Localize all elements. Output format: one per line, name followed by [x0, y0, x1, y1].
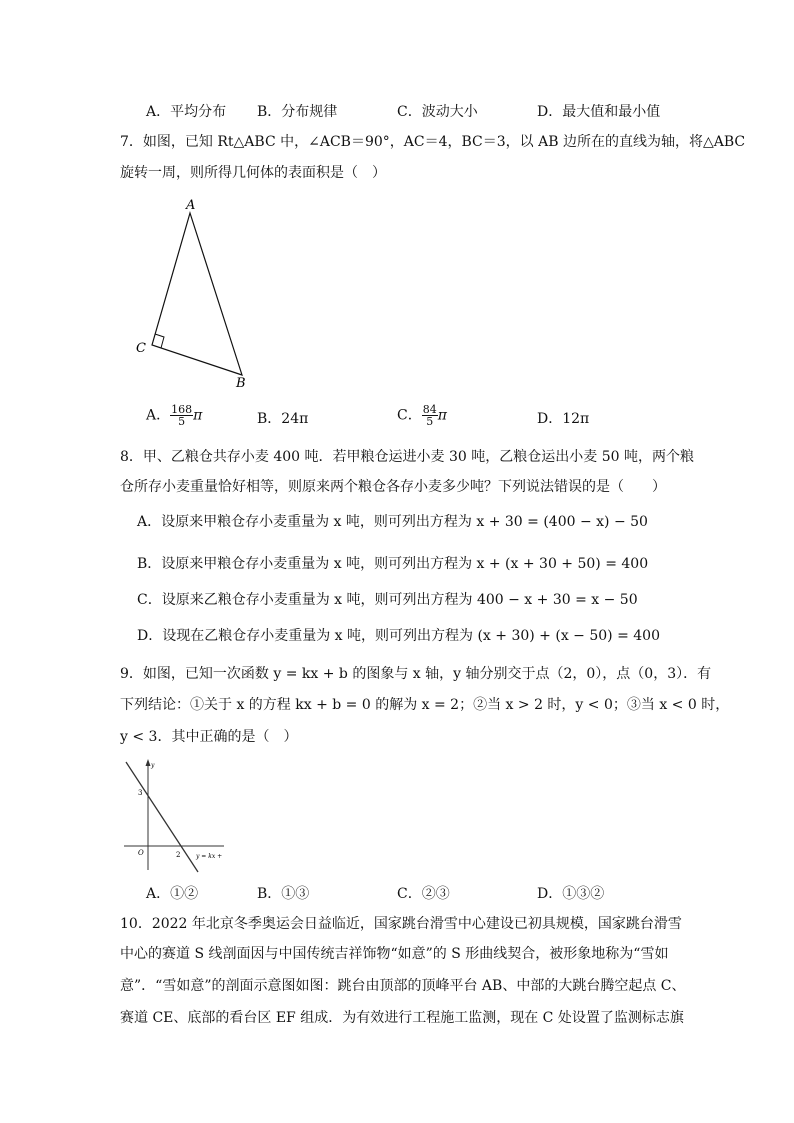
q7-triangle-figure [130, 195, 260, 395]
q9-stem-line2: 下列结论：①关于 x 的方程 kx + b = 0 的解为 x = 2；②当 x > 2 时，y < 0；③当 x < 0 时， [120, 697, 730, 713]
q10-stem-line2: 中心的赛道 S 线剖面因与中国传统吉祥饰物“如意”的 S 形曲线契合，被形象地称为“雪如 [120, 946, 669, 962]
q7-option-d: D．12π [537, 411, 590, 427]
q8-stem-line1: 8．甲、乙粮仓共存小麦 400 吨．若甲粮仓运进小麦 30 吨，乙粮仓运出小麦 50 吨，两个粮 [120, 449, 694, 465]
q10-stem-line1: 10．2022 年北京冬季奥运会日益临近，国家跳台滑雪中心建设已初具规模，国家跳台滑雪 [120, 916, 682, 932]
q9-option-b: B．①③ [257, 886, 310, 902]
q8-option-b: B．设原来甲粮仓存小麦重量为 x 吨，则可列出方程为 x + (x + 30 + 50) = 400 [137, 556, 649, 572]
q9-option-c: C．②③ [397, 886, 450, 902]
q6-option-a: A．平均分布 [146, 104, 227, 120]
triangle-abc [152, 213, 242, 375]
q9-stem-line1: 9．如图，已知一次函数 y = kx + b 的图象与 x 轴，y 轴分别交于点（2，0），点（0，3）．有 [120, 666, 712, 682]
q6-option-d: D．最大值和最小值 [537, 104, 661, 120]
label-a: A [186, 198, 196, 213]
q8-stem-line2: 仓所存小麦重量恰好相等，则原来两个粮仓各存小麦多少吨？下列说法错误的是（ ） [120, 479, 666, 495]
line-label: y = kx + [196, 853, 223, 860]
q7-option-c: C． $\frac{84}{5}$ π [397, 403, 447, 428]
q8-option-d: D．设现在乙粮仓存小麦重量为 x 吨，则可列出方程为 (x + 30) + (x − 50) = 400 [137, 628, 660, 644]
q10-stem-line4: 赛道 CE、底部的看台区 EF 组成．为有效进行工程施工监测，现在 C 处设置了监测标志旗 [120, 1010, 684, 1026]
q6-option-c: C．波动大小 [397, 104, 478, 120]
q9-option-a: A．①② [146, 886, 199, 902]
q7-option-b: B．24π [257, 411, 309, 427]
q6-option-b: B．分布规律 [257, 104, 338, 120]
label-b: B [236, 376, 246, 391]
tick-2: 2 [176, 851, 181, 859]
label-c: C [136, 341, 146, 356]
q8-option-c: C．设原来乙粮仓存小麦重量为 x 吨，则可列出方程为 400 − x + 30 = x − 50 [137, 592, 638, 608]
q9-stem-line3: y < 3．其中正确的是（ ） [120, 729, 298, 745]
q7-stem-line1: 7．如图，已知 Rt△ABC 中，∠ACB＝90°，AC＝4，BC＝3，以 AB 边所在的直线为轴，将△ABC [120, 134, 746, 150]
q7-option-a: A． $\frac{168}{5}$ π [146, 403, 203, 428]
q9-linear-function-graph [120, 758, 230, 873]
tick-3: 3 [138, 789, 143, 797]
origin-label: O [138, 849, 144, 857]
q7-stem-line2: 旋转一周，则所得几何体的表面积是（ ） [120, 165, 386, 181]
q10-stem-line3: 意”．“雪如意”的剖面示意图如图：跳台由顶部的顶峰平台 AB、中部的大跳台腾空起点 C、 [120, 978, 686, 994]
y-axis-label: y [151, 762, 155, 769]
y-axis-arrow [146, 759, 151, 766]
function-line [126, 762, 198, 872]
q8-option-a: A．设原来甲粮仓存小麦重量为 x 吨，则可列出方程为 x + 30 = (400 − x) − 50 [137, 514, 648, 530]
q9-option-d: D．①③② [537, 886, 605, 902]
